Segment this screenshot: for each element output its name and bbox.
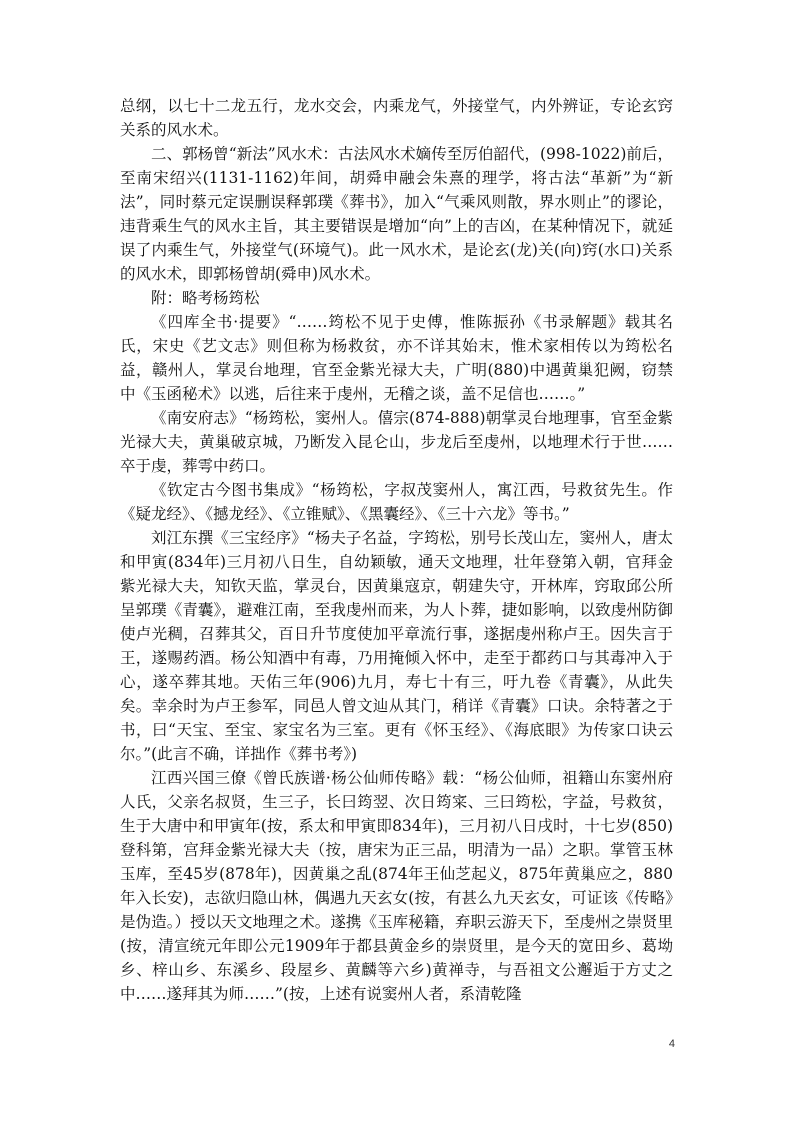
document-body: [120, 94, 673, 1006]
paragraph-5: 《南安府志》“杨筠松，窦州人。僖宗(874-888)朝掌灵台地理事，官至金紫光禄大夫，黄巢破京城，乃断发入昆仑山，步龙后至虔州，以地理术行于世……卒于虔，葬雩中药口。: [120, 409, 673, 475]
paragraph-6: 《钦定古今图书集成》“杨筠松，字叔茂窦州人，寓江西，号救贫先生。作《疑龙经》、《撼龙经》、《立锥赋》、《黑囊经》、《三十六龙》等书。”: [120, 481, 673, 523]
paragraph-2: 二、郭杨曾“新法”风水术：古法风水术嫡传至厉伯韶代，(998-1022)前后，至南宋绍兴(1131-1162)年间，胡舜申融会朱熹的理学，将古法“革新”为“新法”，同时蔡元定误删误释郭璞《葬书》，加入“气乘风则散，界水则止”的谬论，违背乘生气的风水主旨，其主要错误是增加“向”上的吉凶，在某种情况下，就延误了内乘生气，外接堂气(环境气)。此一风水术，是论玄(龙)关(向)窍(水口)关系的风水术，即郭杨曾胡(舜申)风水术。: [120, 145, 673, 283]
paragraph-3: 附：略考杨筠松: [151, 289, 260, 307]
page-number: 4: [668, 1038, 675, 1050]
paragraph-8: 江西兴国三僚《曾氏族谱·杨公仙师传略》载：“杨公仙师，祖籍山东窦州府人氏，父亲名叔贤，生三子，长曰筠翌、次日筠寀、三曰筠松，字益，号救贫，生于大唐中和甲寅年(按，系太和甲寅即834年)，三月初八日戌时，十七岁(850)登科第，宫拜金紫光禄大夫（按，唐宋为正三品，明清为一品）之职。掌管玉林玉库，至45岁(878年)，因黄巢之乱(874年王仙芝起义，875年黄巢应之，880年入长安)，志欲归隐山林，偶遇九天玄女(按，有甚么九天玄女，可证该《传略》是伪造。）授以天文地理之术。遂携《玉库秘籍，弃职云游天下，至虔州之崇贤里(按，清宣统元年即公元1909年于都县黄金乡的崇贤里，是今天的宽田乡、葛坳乡、梓山乡、东溪乡、段屋乡、黄麟等六乡)黄禅寺，与吾祖文公邂逅于方丈之中……遂拜其为师……”(按，上述有说窦州人者，系清乾隆: [120, 769, 673, 1003]
paragraph-7: 刘江东撰《三宝经序》“杨夫子名益，字筠松，别号长茂山左，窦州人，唐太和甲寅(834年)三月初八日生，自幼颖敏，通天文地理，壮年登第入朝，官拜金紫光禄大夫，知钦天监，掌灵台，因黄巢寇京，朝建失守，开林库，窍取邱公所呈郭璞《青囊》，避难江南，至我虔州而来，为人卜葬，捷如影响，以致虔州防御使卢光稠，召葬其父，百日升节度使加平章流行事，遂据虔州称卢王。因失言于王，遂赐药酒。杨公知酒中有毒，乃用掩倾入怀中，走至于都药口与其毒冲入于心，遂卒葬其地。天佑三年(906)九月，寿七十有三，吁九卷《青囊》，从此失矣。幸余时为卢王参军，同邑人曾文辿从其门，稍详《青囊》口诀。余特著之于书，曰“天宝、至宝、家宝名为三室。更有《怀玉经》、《海底眼》为传家口诀云尔。”(此言不确，详拙作《葬书考》): [120, 529, 673, 763]
paragraph-1: 总纲，以七十二龙五行，龙水交会，内乘龙气，外接堂气，内外辨证，专论玄窍关系的风水术。: [120, 97, 673, 139]
paragraph-4: 《四库全书·提要》“……筠松不见于史傅，惟陈振孙《书录解题》载其名氏，宋史《艺文志》则但称为杨救贫，亦不详其始末，惟术家相传以为筠松名益，赣州人，掌灵台地理，官至金紫光禄大夫，广明(880)中遇黄巢犯阙，窃禁中《玉函秘术》以逃，后往来于虔州，无稽之谈，盖不足信也……。”: [120, 313, 673, 403]
